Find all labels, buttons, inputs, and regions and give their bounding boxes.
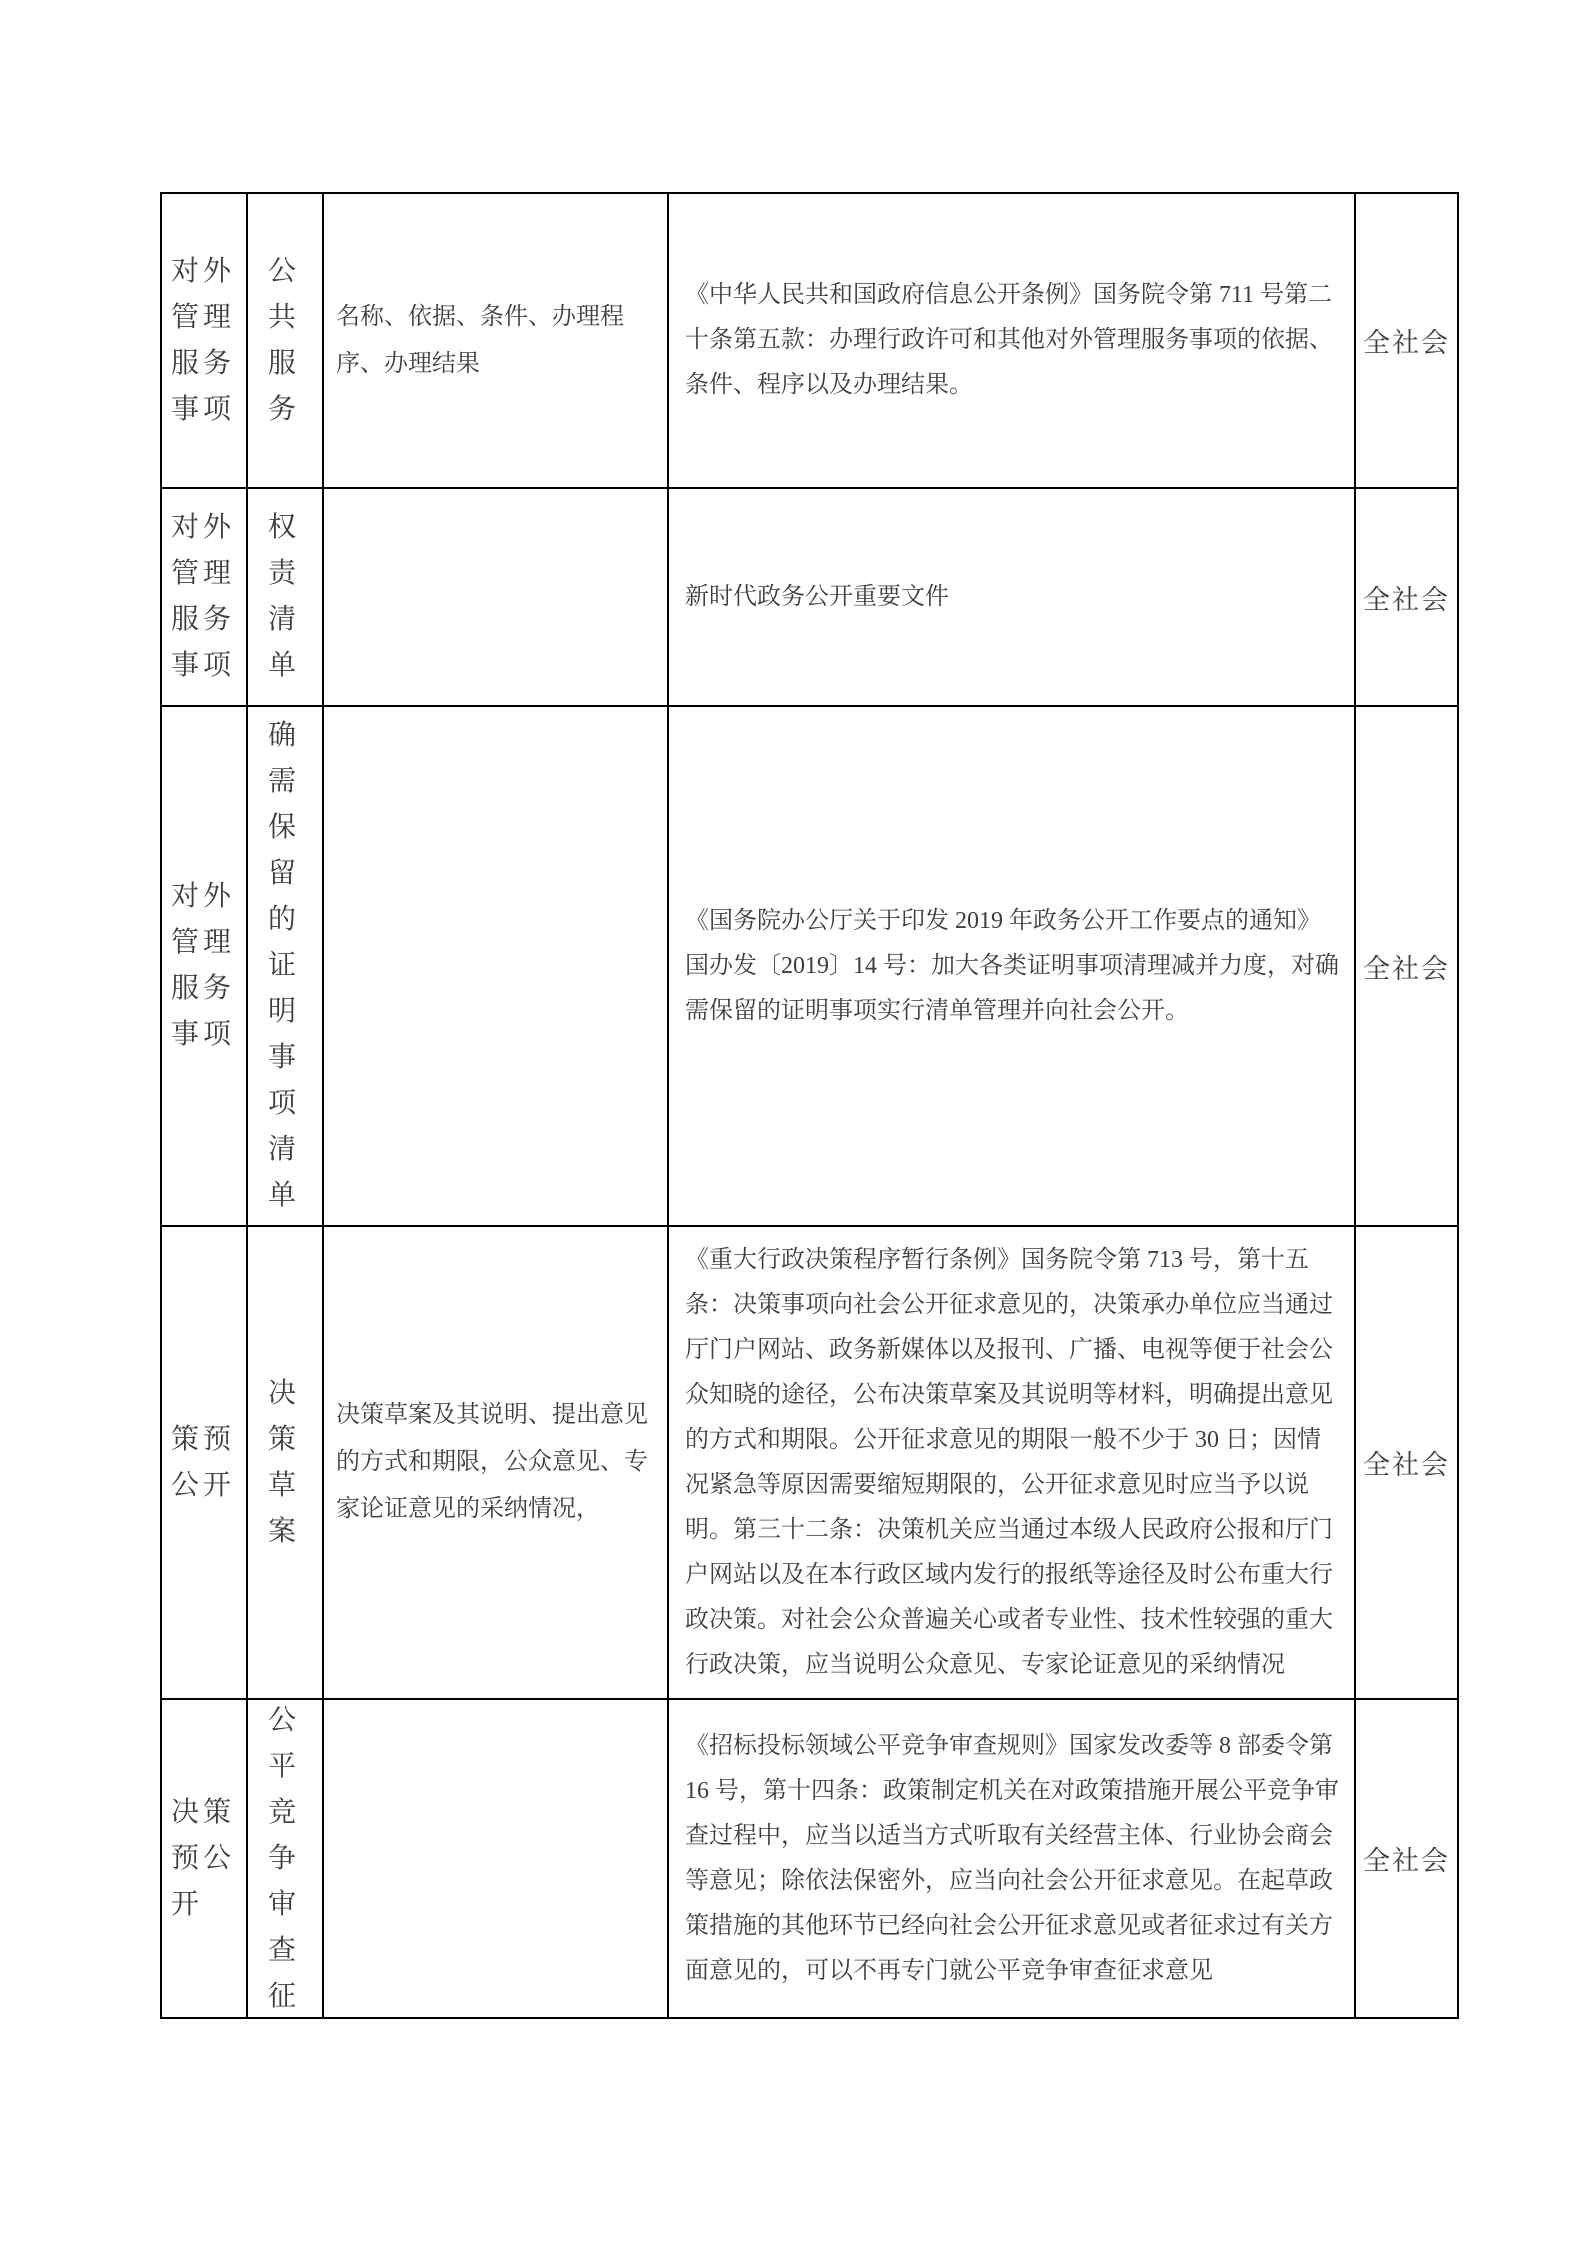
audience-text: 全社会 xyxy=(1363,584,1450,615)
cell-category xyxy=(162,707,248,1227)
subcategory-text: 决策草案 xyxy=(268,1377,299,1547)
cell-content xyxy=(324,1227,669,1700)
cell-category xyxy=(162,1700,248,2019)
cell-basis xyxy=(669,489,1356,707)
cell-audience xyxy=(1356,1700,1459,2019)
basis-text: 新时代政务公开重要文件 xyxy=(685,583,949,610)
cell-content xyxy=(324,194,669,489)
cell-basis xyxy=(669,1700,1356,2019)
disclosure-table xyxy=(160,192,1459,2019)
audience-text: 全社会 xyxy=(1363,953,1450,984)
subcategory-text: 确需保留的证明事项清单 xyxy=(268,720,299,1211)
content-text: 名称、依据、条件、办理程序、办理结果 xyxy=(336,303,624,377)
audience-text: 全社会 xyxy=(1363,328,1450,358)
cell-audience xyxy=(1356,707,1459,1227)
cell-subcategory xyxy=(248,1227,324,1700)
cell-subcategory xyxy=(248,489,324,707)
category-text: 决策预公开 xyxy=(171,1796,236,1920)
basis-text: 《招标投标领域公平竞争审查规则》国家发改委等 8 部委令第 16 号，第十四条：政策制定机关在对政策措施开展公平竞争审查过程中，应当以适当方式听取有关经营主体、行业协会商会等意见；除依法保密外，应当向社会公开征求意见。在起草政策措施的其他环节已经向社会公开征求意见或者征求过有关方面意见的，可以不再专门就公平竞争审查征求意见 xyxy=(685,1732,1339,1984)
cell-audience xyxy=(1356,1227,1459,1700)
cell-category xyxy=(162,194,248,489)
cell-basis xyxy=(669,194,1356,489)
content-text: 决策草案及其说明、提出意见的方式和期限，公众意见、专家论证意见的采纳情况， xyxy=(336,1402,648,1522)
subcategory-text: 公平竞争审查征 xyxy=(268,1704,299,2012)
category-text: 策预公开 xyxy=(171,1423,236,1501)
cell-content xyxy=(324,707,669,1227)
cell-basis xyxy=(669,707,1356,1227)
cell-audience xyxy=(1356,194,1459,489)
cell-content xyxy=(324,1700,669,2019)
cell-audience xyxy=(1356,489,1459,707)
audience-text: 全社会 xyxy=(1363,1846,1450,1876)
subcategory-text: 公共服务 xyxy=(268,255,299,425)
basis-text: 《中华人民共和国政府信息公开条例》国务院令第 711 号第二十条第五款：办理行政许可和其他对外管理服务事项的依据、条件、程序以及办理结果。 xyxy=(685,282,1333,398)
cell-subcategory xyxy=(248,707,324,1227)
category-text: 对外管理服务事项 xyxy=(171,512,236,681)
cell-subcategory xyxy=(248,1700,324,2019)
audience-text: 全社会 xyxy=(1363,1450,1450,1480)
cell-basis xyxy=(669,1227,1356,1700)
category-text: 对外管理服务事项 xyxy=(171,255,236,425)
basis-text: 《重大行政决策程序暂行条例》国务院令第 713 号，第十五条：决策事项向社会公开征求意见的，决策承办单位应当通过厅门户网站、政务新媒体以及报刊、广播、电视等便于社会公众知晓的途径，公布决策草案及其说明等材料，明确提出意见的方式和期限。公开征求意见的期限一般不少于 30 日；因情况紧急等原因需要缩短期限的，公开征求意见时应当予以说明。第三十二条：决策机关应当通过本级人民政府公报和厅门户网站以及在本行政区域内发行的报纸等途径及时公布重大行政决策。对社会公众普遍关心或者专业性、技术性较强的重大行政决策，应当说明公众意见、专家论证意见的采纳情况 xyxy=(685,1246,1333,1678)
cell-subcategory xyxy=(248,194,324,489)
subcategory-text: 权责清单 xyxy=(268,512,299,681)
cell-content xyxy=(324,489,669,707)
basis-text: 《国务院办公厅关于印发 2019 年政务公开工作要点的通知》国办发〔2019〕14 号：加大各类证明事项清理减并力度，对确需保留的证明事项实行清单管理并向社会公开。 xyxy=(685,907,1339,1024)
category-text: 对外管理服务事项 xyxy=(171,881,236,1050)
cell-category xyxy=(162,1227,248,1700)
cell-category xyxy=(162,489,248,707)
